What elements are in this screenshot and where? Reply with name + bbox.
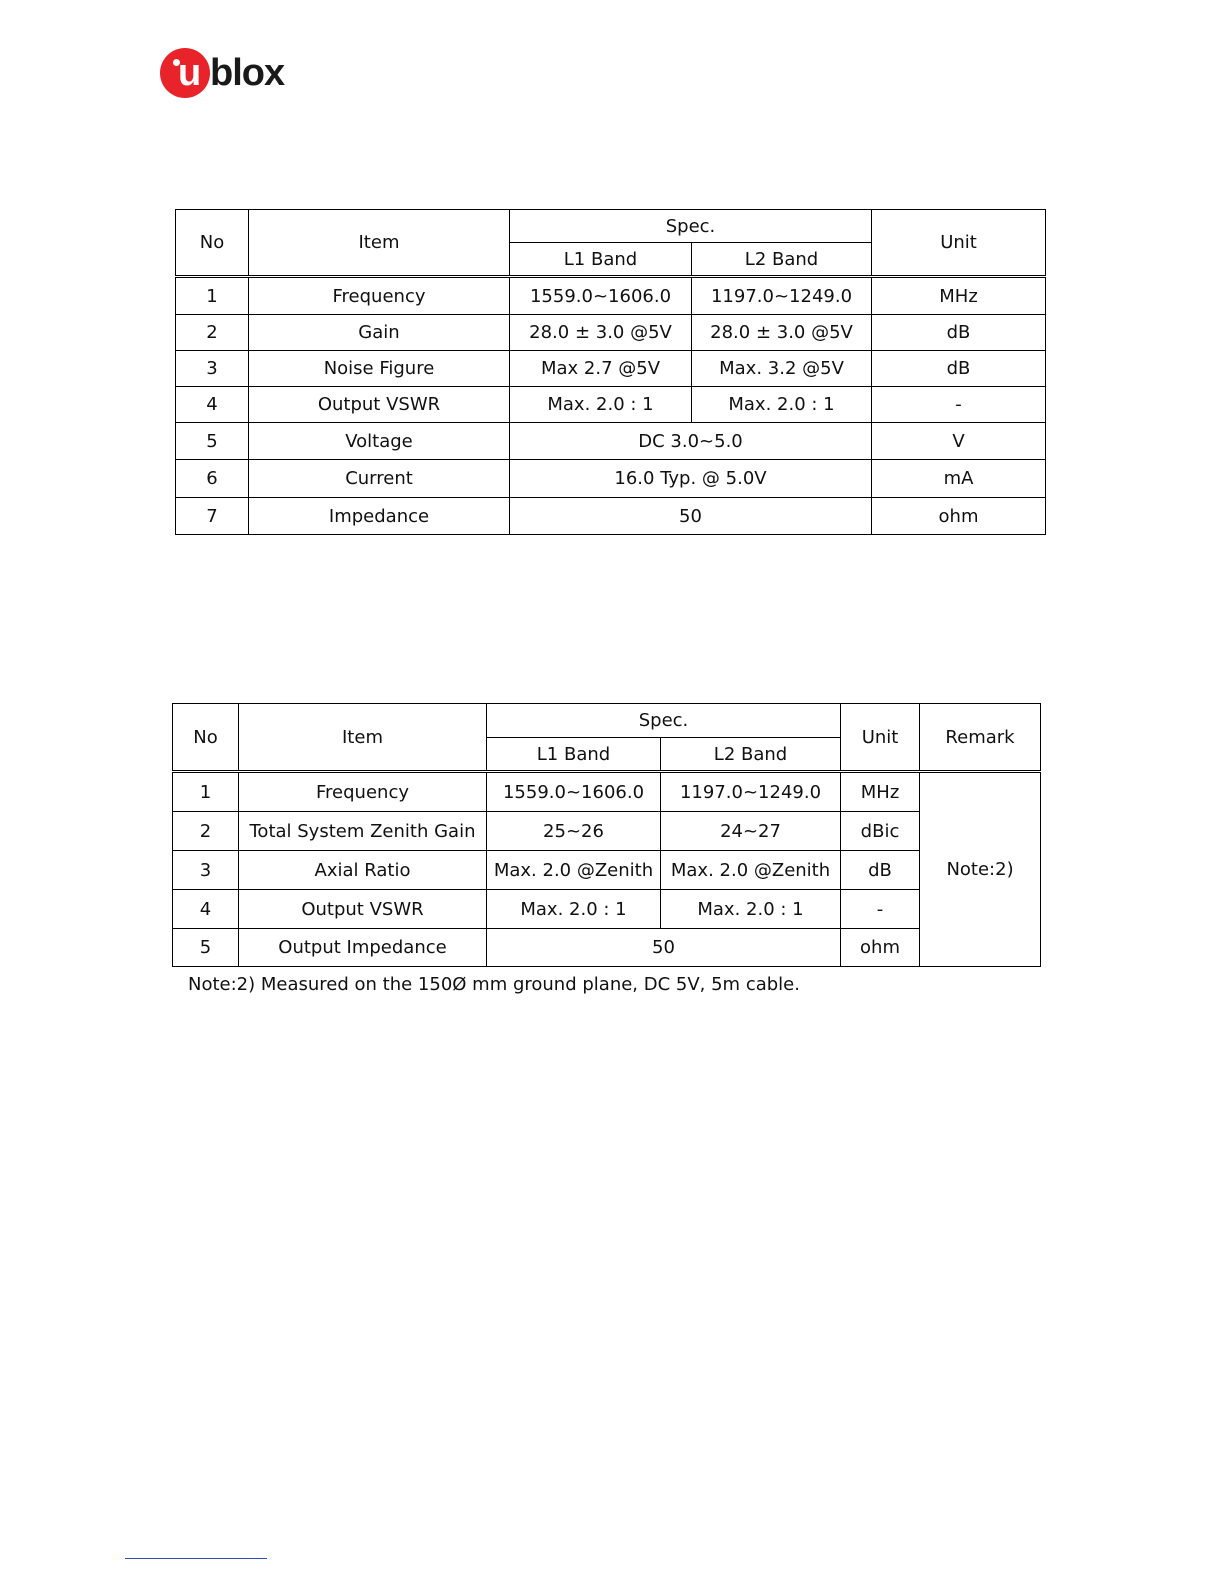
cell-unit: - — [841, 890, 920, 929]
table-row — [176, 498, 1046, 535]
cell-unit: dB — [872, 351, 1046, 387]
cell-spec: 16.0 Typ. @ 5.0V — [510, 460, 872, 498]
cell-unit: ohm — [872, 498, 1046, 535]
cell-remark: Note:2) — [920, 772, 1041, 967]
cell-spec: 50 — [487, 929, 841, 967]
header-l1-band: L1 Band — [510, 243, 692, 277]
cell-no: 5 — [176, 423, 249, 460]
cell-no: 3 — [173, 851, 239, 890]
cell-item: Current — [249, 460, 510, 498]
table-row — [173, 929, 1041, 967]
logo-text: blox — [210, 52, 285, 94]
table-row — [176, 460, 1046, 498]
header-l1-band: L1 Band — [487, 738, 661, 772]
cell-item: Gain — [249, 315, 510, 351]
cell-spec: DC 3.0~5.0 — [510, 423, 872, 460]
cell-l2: Max. 2.0 : 1 — [692, 387, 872, 423]
table-header-row — [173, 704, 1041, 738]
cell-l1: Max 2.7 @5V — [510, 351, 692, 387]
cell-no: 7 — [176, 498, 249, 535]
header-no: No — [176, 210, 249, 277]
header-item: Item — [239, 704, 487, 772]
header-spec: Spec. — [487, 704, 841, 738]
cell-unit: - — [872, 387, 1046, 423]
cell-unit: dBic — [841, 812, 920, 851]
cell-unit: ohm — [841, 929, 920, 967]
cell-no: 2 — [173, 812, 239, 851]
footer-rule — [125, 1558, 267, 1559]
header-remark: Remark — [920, 704, 1041, 772]
header-l2-band: L2 Band — [692, 243, 872, 277]
table-row — [176, 315, 1046, 351]
cell-l1: Max. 2.0 : 1 — [510, 387, 692, 423]
cell-unit: MHz — [872, 277, 1046, 315]
cell-item: Output VSWR — [239, 890, 487, 929]
cell-item: Output VSWR — [249, 387, 510, 423]
header-l2-band: L2 Band — [661, 738, 841, 772]
cell-l2: Max. 3.2 @5V — [692, 351, 872, 387]
table-row — [173, 772, 1041, 812]
cell-item: Frequency — [239, 772, 487, 812]
footnote: Note:2) Measured on the 150Ø mm ground plane, DC 5V, 5m cable. — [188, 974, 800, 995]
cell-no: 3 — [176, 351, 249, 387]
header-no: No — [173, 704, 239, 772]
logo-u: u — [178, 52, 202, 94]
cell-unit: dB — [872, 315, 1046, 351]
table-row — [176, 387, 1046, 423]
cell-l2: 28.0 ± 3.0 @5V — [692, 315, 872, 351]
cell-no: 1 — [173, 772, 239, 812]
cell-item: Voltage — [249, 423, 510, 460]
cell-unit: mA — [872, 460, 1046, 498]
cell-no: 5 — [173, 929, 239, 967]
cell-no: 4 — [173, 890, 239, 929]
ublox-logo — [160, 46, 300, 100]
cell-l1: 1559.0~1606.0 — [487, 772, 661, 812]
table-row — [173, 812, 1041, 851]
cell-l2: Max. 2.0 @Zenith — [661, 851, 841, 890]
table-header-row — [176, 210, 1046, 243]
header-spec: Spec. — [510, 210, 872, 243]
cell-unit: dB — [841, 851, 920, 890]
cell-l2: 24~27 — [661, 812, 841, 851]
header-unit: Unit — [872, 210, 1046, 277]
cell-l1: 28.0 ± 3.0 @5V — [510, 315, 692, 351]
cell-no: 4 — [176, 387, 249, 423]
cell-l2: 1197.0~1249.0 — [661, 772, 841, 812]
cell-no: 6 — [176, 460, 249, 498]
cell-l1: Max. 2.0 : 1 — [487, 890, 661, 929]
table-row — [173, 851, 1041, 890]
cell-item: Impedance — [249, 498, 510, 535]
cell-no: 1 — [176, 277, 249, 315]
cell-item: Axial Ratio — [239, 851, 487, 890]
cell-l1: 1559.0~1606.0 — [510, 277, 692, 315]
cell-l1: 25~26 — [487, 812, 661, 851]
cell-l1: Max. 2.0 @Zenith — [487, 851, 661, 890]
cell-unit: MHz — [841, 772, 920, 812]
header-unit: Unit — [841, 704, 920, 772]
table-row — [176, 277, 1046, 315]
cell-item: Noise Figure — [249, 351, 510, 387]
cell-item: Frequency — [249, 277, 510, 315]
antenna-spec-table — [172, 703, 1041, 967]
table-row — [176, 423, 1046, 460]
table-row — [173, 890, 1041, 929]
cell-item: Output Impedance — [239, 929, 487, 967]
cell-item: Total System Zenith Gain — [239, 812, 487, 851]
amplifier-spec-table — [175, 209, 1046, 535]
cell-unit: V — [872, 423, 1046, 460]
cell-no: 2 — [176, 315, 249, 351]
header-item: Item — [249, 210, 510, 277]
cell-l2: Max. 2.0 : 1 — [661, 890, 841, 929]
cell-l2: 1197.0~1249.0 — [692, 277, 872, 315]
table-row — [176, 351, 1046, 387]
cell-spec: 50 — [510, 498, 872, 535]
